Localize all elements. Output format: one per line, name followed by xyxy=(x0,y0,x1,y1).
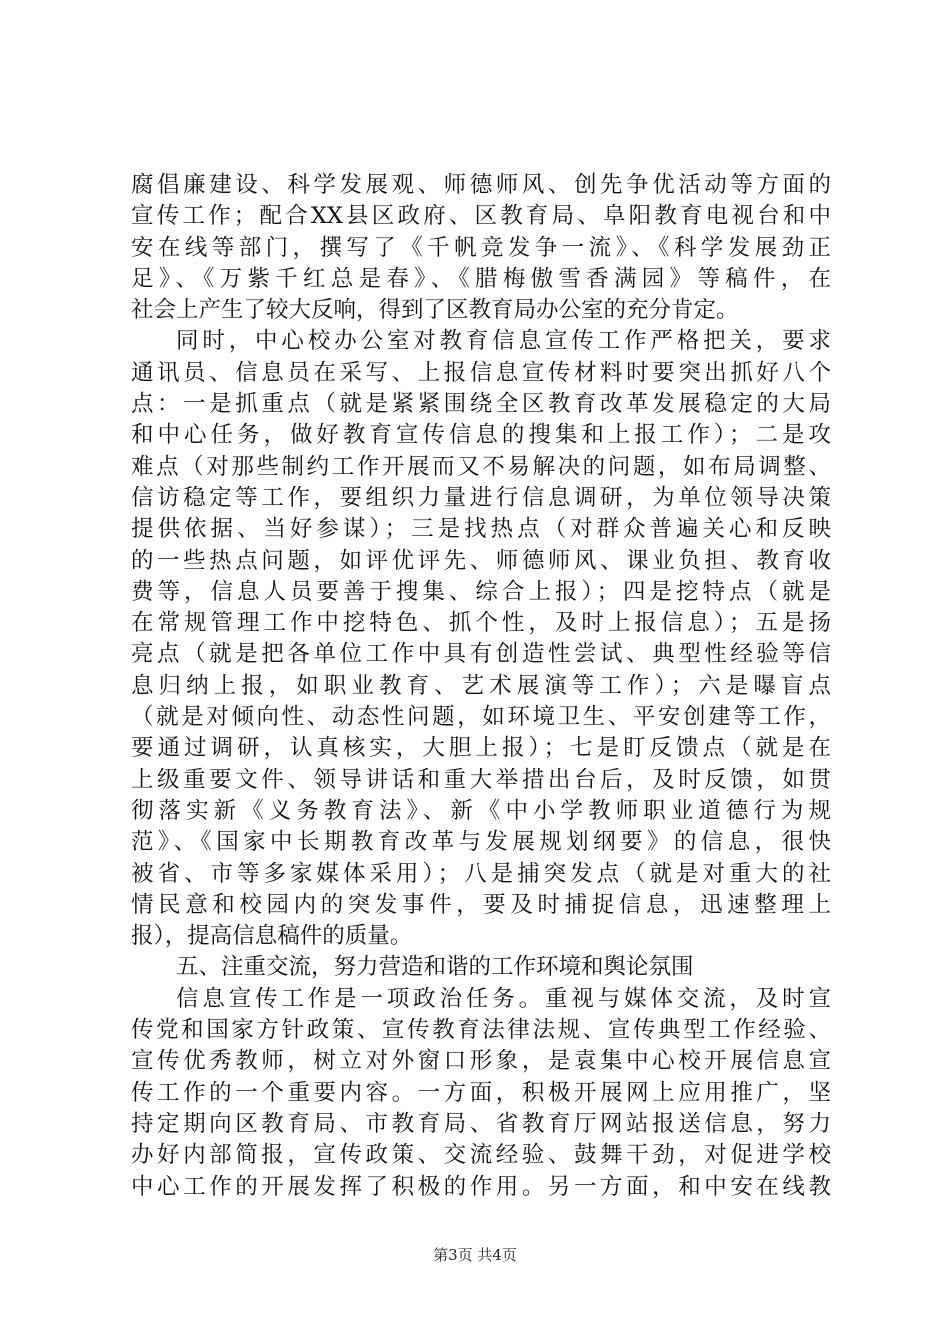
page-number-footer: 第3页 共4页 xyxy=(433,1246,517,1264)
text-line: 腐倡廉建设、科学发展观、师德师风、创先争优活动等方面的 xyxy=(131,172,831,198)
text-line: 办好内部简报，宣传政策、交流经验、鼓舞干劲，对促进学校 xyxy=(131,1142,831,1169)
text-line: 报），提高信息稿件的质量。 xyxy=(131,923,413,950)
text-line: 通讯员、信息员在采写、上报信息宣传材料时要突出抓好八个 xyxy=(131,359,831,386)
text-line: 在常规管理工作中挖特色、抓个性，及时上报信息）；五是扬 xyxy=(131,610,831,637)
paragraph-start-line: 同时，中心校办公室对教育信息宣传工作严格把关，要求 xyxy=(176,328,831,355)
text-line: 范》、《国家中长期教育改革与发展规划纲要》的信息，很快 xyxy=(131,829,831,856)
text-line: 提供依据、当好参谋）；三是找热点（对群众普遍关心和反映 xyxy=(131,516,831,543)
text-line: 传工作的一个重要内容。一方面，积极开展网上应用推广，坚 xyxy=(131,1079,831,1106)
text-line: 足》、《万紫千红总是春》、《腊梅傲雪香满园》等稿件，在 xyxy=(131,265,831,292)
text-line: 被省、市等多家媒体采用）；八是捕突发点（就是对重大的社 xyxy=(131,860,831,887)
text-line: 难点（对那些制约工作开展而又不易解决的问题，如布局调整、 xyxy=(131,453,831,480)
section-heading: 五、注重交流，努力营造和谐的工作环境和舆论氛围 xyxy=(176,954,694,981)
text-line: 费等，信息人员要善于搜集、综合上报）；四是挖特点（就是 xyxy=(131,578,831,605)
text-line: 传党和国家方针政策、宣传教育法律法规、宣传典型工作经验、 xyxy=(131,1017,831,1044)
text-line: （就是对倾向性、动态性问题，如环境卫生、平安创建等工作， xyxy=(131,704,831,731)
text-line: 息归纳上报，如职业教育、艺术展演等工作）；六是曝盲点 xyxy=(131,672,831,699)
text-line: 上级重要文件、领导讲话和重大举措出台后，及时反馈，如贯 xyxy=(131,766,831,793)
text-line: 社会上产生了较大反响，得到了区教育局办公室的充分肯定。 xyxy=(131,297,739,324)
text-line: 信访稳定等工作，要组织力量进行信息调研，为单位领导决策 xyxy=(131,484,831,511)
text-line: 的一些热点问题，如评优评先、师德师风、课业负担、教育收 xyxy=(131,547,831,574)
text-line: 持定期向区教育局、市教育局、省教育厅网站报送信息，努力 xyxy=(131,1110,831,1137)
text-line: 宣传工作；配合XX县区政府、区教育局、阜阳教育电视台和中 xyxy=(131,203,831,230)
document-body xyxy=(131,170,831,1203)
text-line: 中心工作的开展发挥了积极的作用。另一方面，和中安在线教 xyxy=(131,1173,831,1200)
text-line: 亮点（就是把各单位工作中具有创造性尝试、典型性经验等信 xyxy=(131,641,831,668)
text-line: 安在线等部门，撰写了《千帆竞发争一流》、《科学发展劲正 xyxy=(131,234,831,261)
text-line: 点：一是抓重点（就是紧紧围绕全区教育改革发展稳定的大局 xyxy=(131,391,831,418)
text-line: 和中心任务，做好教育宣传信息的搜集和上报工作）；二是攻 xyxy=(131,422,831,449)
text-line: 宣传优秀教师，树立对外窗口形象，是袁集中心校开展信息宣 xyxy=(131,1048,831,1075)
paragraph-start-line: 信息宣传工作是一项政治任务。重视与媒体交流，及时宣 xyxy=(176,985,831,1012)
text-line: 要通过调研，认真核实，大胆上报）；七是盯反馈点（就是在 xyxy=(131,735,831,762)
text-line: 彻落实新《义务教育法》、新《中小学教师职业道德行为规 xyxy=(131,797,831,824)
text-line: 情民意和校园内的突发事件，要及时捕捉信息，迅速整理上 xyxy=(131,891,831,918)
